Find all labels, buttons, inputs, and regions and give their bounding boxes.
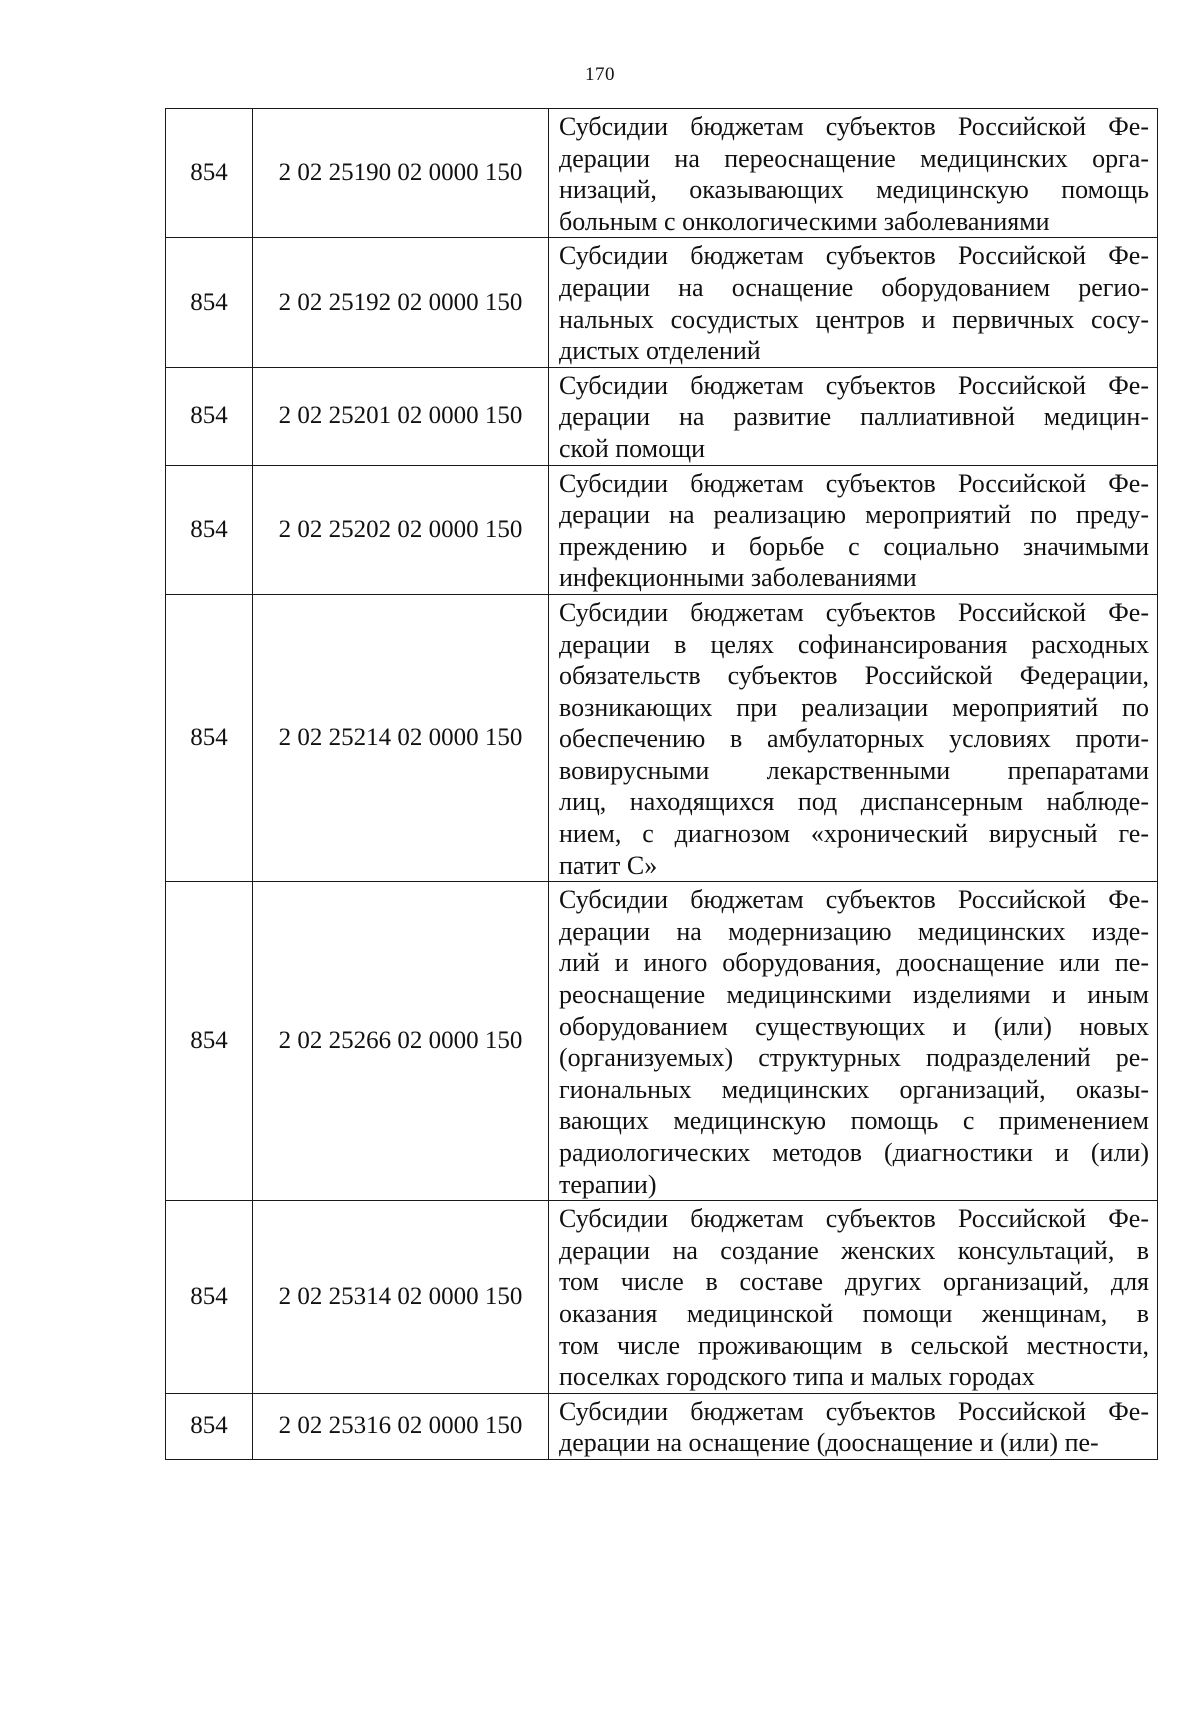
description-line: Субсидии бюджетам субъектов Российской Фе- <box>559 241 1149 271</box>
description-line: дерации в целях софинансирования расходных <box>559 629 1149 659</box>
description-line: оборудованием существующих и (или) новых <box>559 1011 1149 1041</box>
revenue-code-table <box>165 108 1158 1460</box>
description-line: дерации на оснащение оборудованием регио- <box>559 272 1149 302</box>
description-line: дерации на переоснащение медицинских орга- <box>559 143 1149 173</box>
description-line: реоснащение медицинскими изделиями и иным <box>559 980 1149 1010</box>
description-line: Субсидии бюджетам субъектов Российской Фе- <box>559 597 1149 627</box>
description-line: обязательств субъектов Российской Федерации, <box>559 661 1149 691</box>
admin-code-cell: 854 <box>166 109 253 238</box>
description-line: Субсидии бюджетам субъектов Российской Фе- <box>559 1204 1149 1234</box>
revenue-code-cell: 2 02 25201 02 0000 150 <box>253 367 549 465</box>
description-line: низаций, оказывающих медицинскую помощь <box>559 175 1149 205</box>
description-line: обеспечению в амбулаторных условиях проти- <box>559 724 1149 754</box>
description-line: вовирусными лекарственными препаратами <box>559 755 1149 785</box>
admin-code-cell: 854 <box>166 1201 253 1394</box>
description-line: терапии) <box>559 1169 657 1199</box>
admin-code-cell: 854 <box>166 882 253 1201</box>
description-line: нальных сосудистых центров и первичных сосу- <box>559 304 1149 334</box>
description-line: дерации на реализацию мероприятий по преду- <box>559 500 1149 530</box>
admin-code-cell: 854 <box>166 465 253 594</box>
description-cell <box>549 109 1158 238</box>
table-row <box>166 367 1158 465</box>
table-row <box>166 238 1158 367</box>
description-line: преждению и борьбе с социально значимыми <box>559 531 1149 561</box>
table-row <box>166 1201 1158 1394</box>
table-row <box>166 1393 1158 1459</box>
description-line: том числе проживающим в сельской местности, <box>559 1330 1149 1360</box>
description-cell <box>549 465 1158 594</box>
revenue-code-cell: 2 02 25214 02 0000 150 <box>253 594 549 881</box>
description-line: том числе в составе других организаций, для <box>559 1267 1149 1297</box>
description-line: Субсидии бюджетам субъектов Российской Фе- <box>559 112 1149 141</box>
description-line: инфекционными заболеваниями <box>559 563 917 593</box>
description-line: Субсидии бюджетам субъектов Российской Фе- <box>559 468 1149 498</box>
description-cell <box>549 1201 1158 1394</box>
description-line: радиологических методов (диагностики и (или) <box>559 1138 1149 1167</box>
admin-code-cell: 854 <box>166 1393 253 1459</box>
description-line: оказания медицинской помощи женщинам, в <box>559 1298 1149 1328</box>
description-line: гиональных медицинских организаций, оказы- <box>559 1074 1149 1104</box>
admin-code-cell: 854 <box>166 594 253 881</box>
description-cell <box>549 594 1158 881</box>
admin-code-cell: 854 <box>166 238 253 367</box>
description-cell <box>549 1393 1158 1459</box>
description-cell <box>549 367 1158 465</box>
revenue-code-cell: 2 02 25192 02 0000 150 <box>253 238 549 367</box>
description-line: дерации на модернизацию медицинских изде- <box>559 916 1149 946</box>
table-row <box>166 465 1158 594</box>
description-line: (организуемых) структурных подразделений ре- <box>559 1043 1149 1073</box>
description-line: лиц, находящихся под диспансерным наблюде- <box>559 787 1149 817</box>
description-line: ской помощи <box>559 433 706 463</box>
description-cell <box>549 238 1158 367</box>
revenue-code-cell: 2 02 25314 02 0000 150 <box>253 1201 549 1394</box>
description-line: дерации на оснащение (дооснащение и (или) пе- <box>559 1428 1099 1458</box>
description-line: Субсидии бюджетам субъектов Российской Фе- <box>559 885 1149 915</box>
description-line: Субсидии бюджетам субъектов Российской Фе- <box>559 1396 1149 1426</box>
table-row <box>166 109 1158 238</box>
table-row <box>166 594 1158 881</box>
table-row <box>166 882 1158 1201</box>
description-line: патит С» <box>559 850 658 880</box>
description-line: больным с онкологическими заболеваниями <box>559 206 1050 236</box>
description-line: дистых отделений <box>559 336 761 366</box>
description-line: дерации на развитие паллиативной медицин- <box>559 402 1149 432</box>
admin-code-cell: 854 <box>166 367 253 465</box>
description-line: лий и иного оборудования, дооснащение или пе- <box>559 948 1149 978</box>
description-line: нием, с диагнозом «хронический вирусный ге- <box>559 819 1149 849</box>
revenue-code-cell: 2 02 25190 02 0000 150 <box>253 109 549 238</box>
page-number: 170 <box>585 64 615 85</box>
revenue-code-cell: 2 02 25202 02 0000 150 <box>253 465 549 594</box>
description-line: поселках городского типа и малых городах <box>559 1362 1035 1392</box>
description-line: Субсидии бюджетам субъектов Российской Фе- <box>559 370 1149 400</box>
revenue-code-cell: 2 02 25266 02 0000 150 <box>253 882 549 1201</box>
description-line: дерации на создание женских консультаций, в <box>559 1235 1149 1265</box>
description-cell <box>549 882 1158 1201</box>
description-line: возникающих при реализации мероприятий по <box>559 692 1149 722</box>
description-line: вающих медицинскую помощь с применением <box>559 1106 1149 1136</box>
revenue-code-cell: 2 02 25316 02 0000 150 <box>253 1393 549 1459</box>
